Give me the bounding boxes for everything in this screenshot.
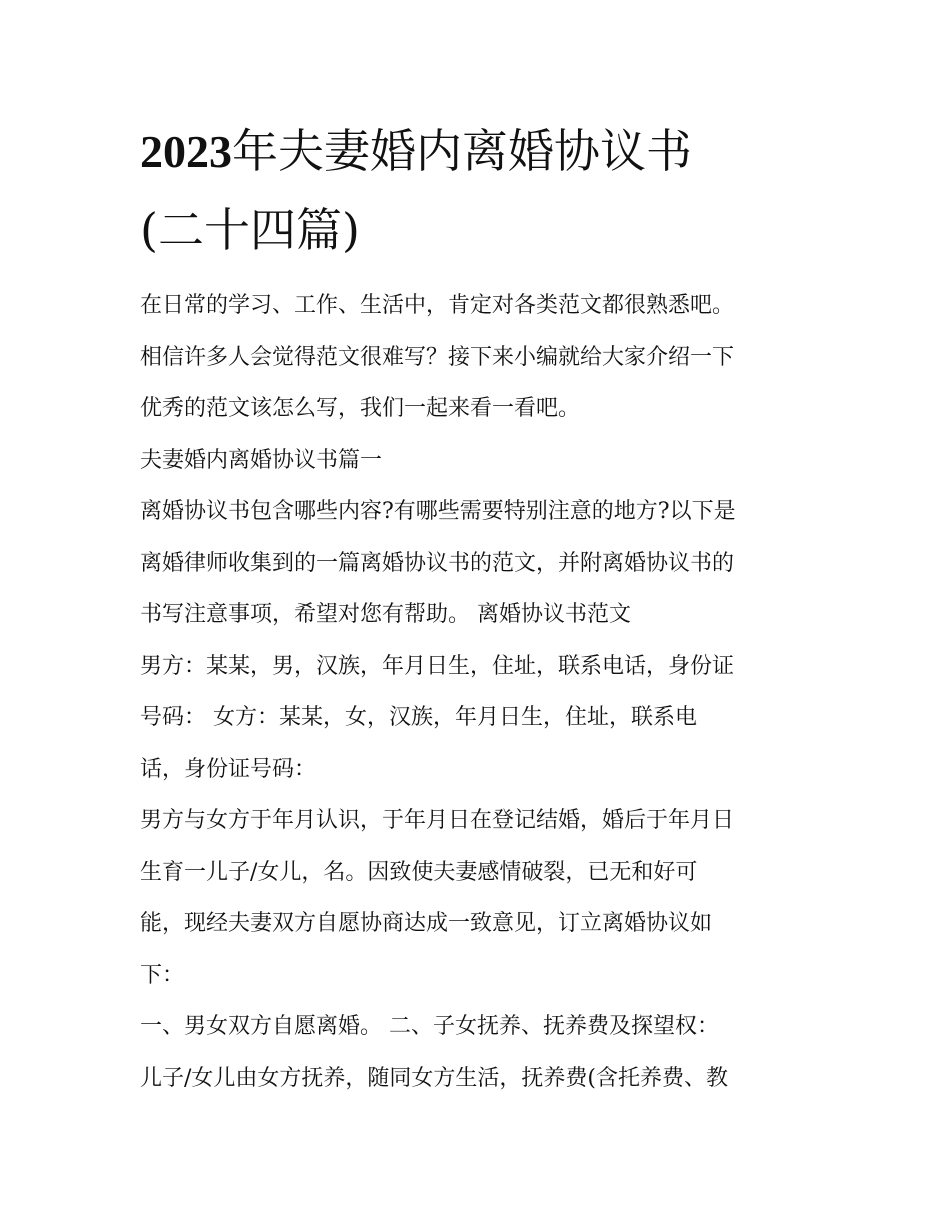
text-line: 下：: [140, 962, 185, 988]
title-year: 2023: [140, 126, 232, 177]
text-line: 儿子/女儿由女方抚养，随同女方生活，抚养费(含托养费、教: [140, 1065, 728, 1091]
title-line-1: [140, 112, 840, 191]
document-body: [140, 280, 820, 1104]
text-line: 离婚协议书包含哪些内容?有哪些需要特别注意的地方?以下是: [140, 499, 736, 524]
text-line: 话，身份证号码：: [140, 756, 317, 782]
text-line: 号码： 女方：某某，女，汉族，年月日生，住址，联系电: [140, 705, 697, 730]
text-line: 男方与女方于年月认识，于年月日在登记结婚，婚后于年月日: [140, 808, 735, 833]
document-title: [140, 112, 840, 269]
text-line: 能，现经夫妻双方自愿协商达成一致意见，订立离婚协议如: [140, 911, 713, 936]
title-line-2: (二十四篇): [140, 203, 360, 257]
text-line: 相信许多人会觉得范文很难写？接下来小编就给大家介绍一下: [140, 344, 735, 370]
text-line: 男方：某某，男，汉族，年月日生，住址，联系电话，身份证: [140, 653, 735, 679]
text-line: 一、男女双方自愿离婚。 二、子女抚养、抚养费及探望权：: [140, 1014, 719, 1039]
text-line: 书写注意事项，希望对您有帮助。 离婚协议书范文: [140, 602, 631, 627]
section-heading: 夫妻婚内离婚协议书篇一: [140, 447, 383, 473]
text-line: 生育一儿子/女儿，名。因致使夫妻感情破裂，已无和好可: [140, 859, 698, 885]
text-line: 在日常的学习、工作、生活中，肯定对各类范文都很熟悉吧。: [140, 293, 735, 318]
text-line: 优秀的范文该怎么写，我们一起来看一看吧。: [140, 396, 581, 421]
title-line-1-text: 年夫妻婚内离婚协议书: [232, 124, 692, 178]
text-line: 离婚律师收集到的一篇离婚协议书的范文，并附离婚协议书的: [140, 550, 735, 576]
